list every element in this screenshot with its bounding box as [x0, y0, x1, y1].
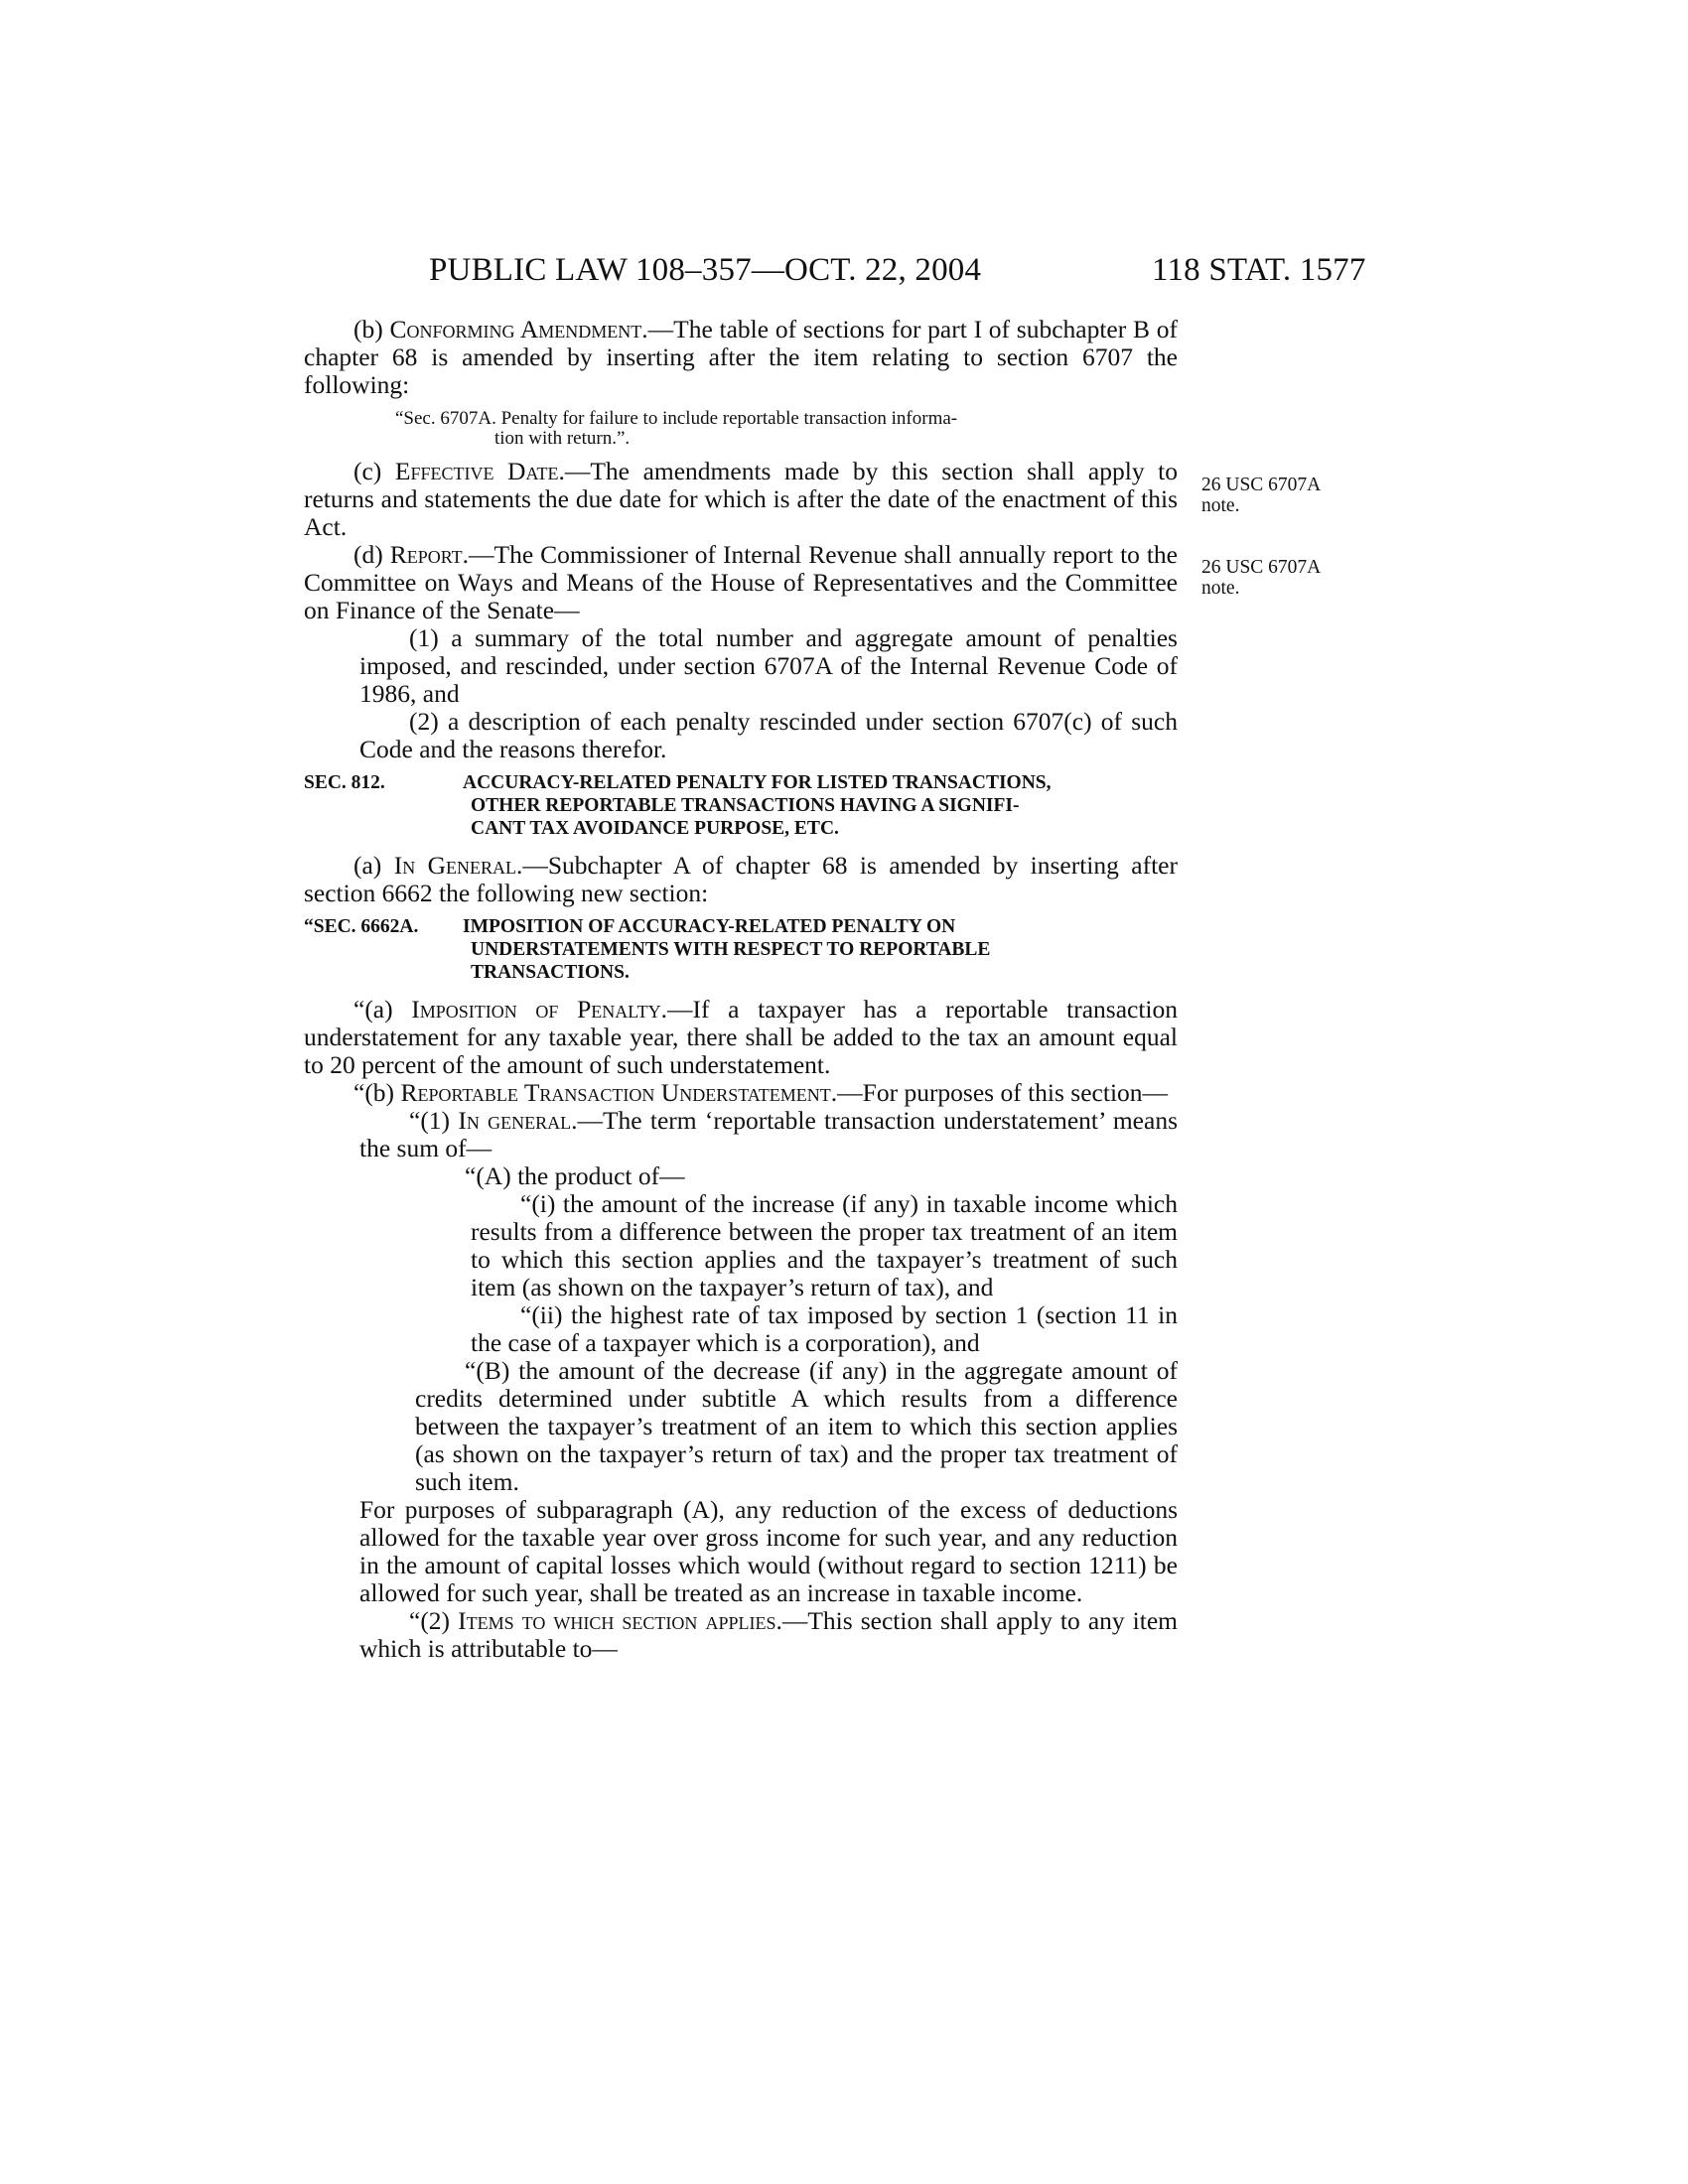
subsection-c-label: (c)	[353, 457, 395, 485]
subsection-a-in-general	[304, 852, 1178, 907]
subsection-b-heading: Conforming Amendment	[389, 315, 642, 343]
section-6662a-title-line-2: UNDERSTATEMENTS WITH RESPECT TO REPORTABLE	[471, 939, 991, 960]
subsection-d-report	[304, 541, 1178, 624]
quoted-paragraph-2-items	[304, 1607, 1178, 1663]
quoted-subsection-a-imposition-of-penalty	[304, 996, 1178, 1079]
quoted-2-text: .—This section shall apply to any item which is attributable to—	[359, 1606, 1179, 1663]
section-812-title-line-1: ACCURACY-RELATED PENALTY FOR LISTED TRANSACTIONS,	[463, 772, 1052, 793]
subsection-c-text: .—The amendments made by this section shall apply to returns and statements the due date for which is after the date of the enactment of this Act.	[304, 457, 1178, 541]
quoted-a-heading: Imposition of Penalty	[411, 995, 661, 1024]
margin-note-c-citation: 26 USC 6707A	[1201, 475, 1322, 495]
quoted-subparagraph-B: “(B) the amount of the decrease (if any) in the aggregate amount of credits determined under subtitle A which results from a difference between the taxpayer’s treatment of an item to which this section applies (as shown on the taxpayer’s return of tax) and the proper tax treatment of such item.	[415, 1356, 1178, 1496]
subsection-a-heading: In General	[393, 851, 516, 880]
margin-note-c-note: note.	[1201, 495, 1240, 516]
toc-line-1: “Sec. 6707A. Penalty for failure to include reportable transaction informa-	[395, 408, 958, 429]
running-header-title: PUBLIC LAW 108–357—OCT. 22, 2004	[429, 252, 982, 288]
section-6662a-label: “SEC. 6662A.	[304, 916, 419, 937]
quoted-b-heading: Reportable Transaction Understatement	[400, 1078, 831, 1107]
section-6662a-title-line-3: TRANSACTIONS.	[471, 962, 630, 983]
section-812-title-line-2: OTHER REPORTABLE TRANSACTIONS HAVING A SIGNIFI-	[471, 795, 1020, 816]
paragraph-d1: (1) a summary of the total number and aggregate amount of penalties imposed, and rescinded, under section 6707A of the Internal Revenue Code of 1986, and	[359, 623, 1178, 708]
subsection-b-text: .—The table of sections for part I of subchapter B of chapter 68 is amended by inserting after the item relating to section 6707 the following:	[304, 315, 1178, 399]
subsection-d-heading: Report	[389, 540, 463, 569]
section-812-label: SEC. 812.	[304, 772, 385, 793]
section-6662a-heading	[304, 915, 1178, 984]
quoted-clause-ii: “(ii) the highest rate of tax imposed by section 1 (section 11 in the case of a taxpayer which is a corporation), and	[471, 1300, 1178, 1357]
margin-note-d	[1201, 557, 1380, 599]
section-812-heading	[304, 771, 1178, 840]
quoted-subsection-b-reportable-transaction-understatement	[304, 1079, 1178, 1107]
quoted-a-label: “(a)	[353, 995, 412, 1024]
table-of-sections-item	[304, 409, 1178, 449]
subsection-b-label: (b)	[353, 315, 390, 343]
quoted-clause-i: “(i) the amount of the increase (if any) in taxable income which results from a difference between the proper tax treatment of an item to which this section applies and the taxpayer’s treatment of such item (as shown on the taxpayer’s return of tax), and	[471, 1189, 1178, 1301]
subsection-b-conforming-amendment	[304, 316, 1178, 399]
margin-note-d-note: note.	[1201, 578, 1240, 599]
quoted-b-text: .—For purposes of this section—	[830, 1078, 1169, 1107]
quoted-1-label: “(1)	[409, 1106, 459, 1135]
toc-line-2: tion with return.”.	[494, 428, 631, 449]
subsection-c-heading: Effective Date	[394, 457, 559, 485]
quoted-subparagraph-A: “(A) the product of—	[465, 1161, 685, 1190]
quoted-2-heading: Items to which section applies	[458, 1606, 776, 1635]
paragraph-d2: (2) a description of each penalty rescinded under section 6707(c) of such Code and the reasons therefor.	[359, 707, 1178, 763]
quoted-1-heading: In general	[458, 1106, 572, 1135]
quoted-b-label: “(b)	[353, 1078, 401, 1107]
section-812-title-line-3: CANT TAX AVOIDANCE PURPOSE, ETC.	[471, 818, 839, 839]
subsection-a-label: (a)	[353, 851, 394, 880]
quoted-1-text: .—The term ‘reportable transaction understatement’ means the sum of—	[359, 1106, 1178, 1162]
subsection-a-text: .—Subchapter A of chapter 68 is amended by inserting after section 6662 the following new section:	[304, 851, 1178, 907]
body-text-column	[304, 316, 1178, 1663]
subsection-c-effective-date	[304, 458, 1178, 541]
margin-note-d-citation: 26 USC 6707A	[1201, 557, 1322, 578]
section-6662a-title-line-1: IMPOSITION OF ACCURACY-RELATED PENALTY ON	[463, 916, 956, 937]
flush-language-paragraph: For purposes of subparagraph (A), any reduction of the excess of deductions allowed for the taxable year over gross income for such year, and any reduction in the amount of capital losses which would (without regard to section 1211) be allowed for such year, shall be treated as an increase in taxable income.	[359, 1495, 1178, 1607]
running-header-stat-page: 118 STAT. 1577	[1152, 252, 1366, 288]
margin-note-c	[1201, 475, 1380, 516]
quoted-2-label: “(2)	[409, 1606, 459, 1635]
subsection-d-label: (d)	[353, 540, 390, 569]
quoted-a-text: .—If a taxpayer has a reportable transaction understatement for any taxable year, there shall be added to the tax an amount equal to 20 percent of the amount of such understatement.	[304, 995, 1179, 1079]
subsection-d-text: .—The Commissioner of Internal Revenue shall annually report to the Committee on Ways and Means of the House of Representatives and the Committee on Finance of the Senate—	[304, 540, 1179, 624]
quoted-paragraph-1-in-general	[304, 1107, 1178, 1162]
